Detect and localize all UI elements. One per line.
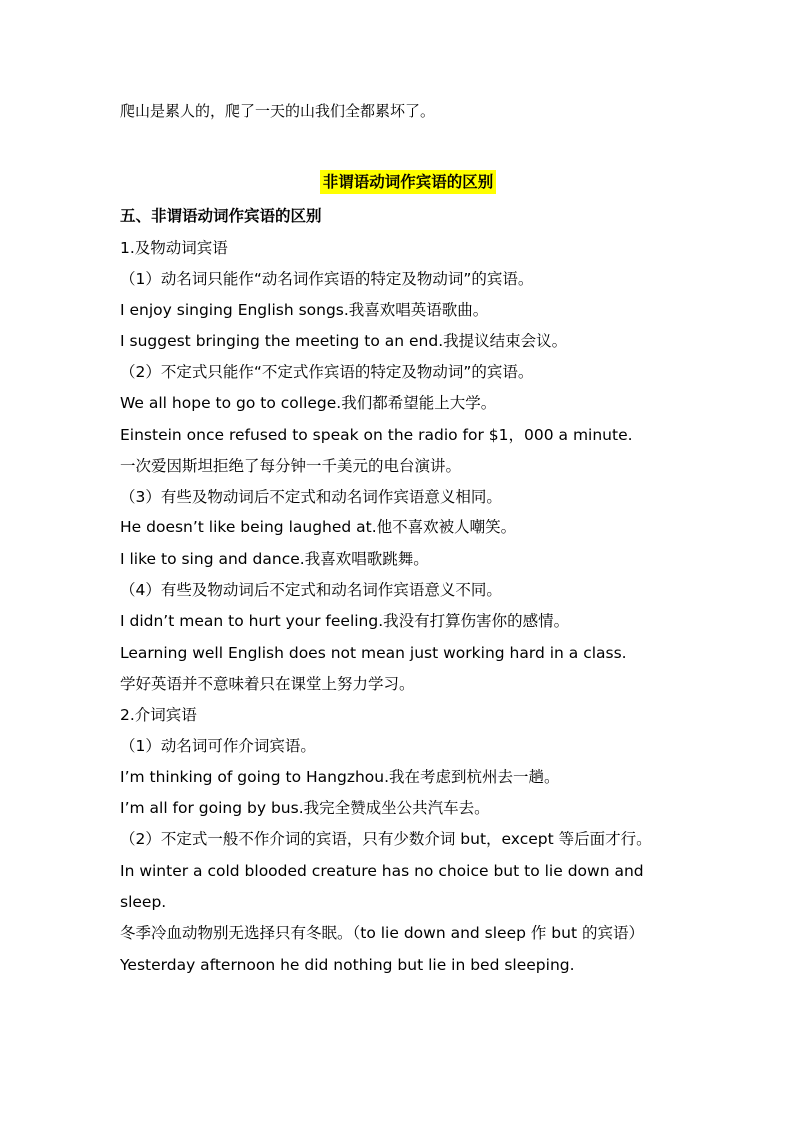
line-17: （1）动名词可作介词宾语。: [120, 737, 316, 755]
line-14: Learning well English does not mean just working hard in a class.: [120, 644, 627, 662]
line-18: I’m thinking of going to Hangzhou.我在考虑到杭州去一趟。: [120, 768, 560, 786]
line-3: I enjoy singing English songs.我喜欢唱英语歌曲。: [120, 301, 489, 319]
line-9: （3）有些及物动词后不定式和动名词作宾语意义相同。: [120, 488, 502, 506]
line-23: 冬季冷血动物别无选择只有冬眠。（to lie down and sleep 作 but 的宾语）: [120, 924, 644, 942]
line-2: （1）动名词只能作“动名词作宾语的特定及物动词”的宾语。: [120, 270, 534, 288]
line-12: （4）有些及物动词后不定式和动名词作宾语意义不同。: [120, 581, 502, 599]
line-24: Yesterday afternoon he did nothing but lie in bed sleeping.: [120, 956, 575, 974]
line-1: 1.及物动词宾语: [120, 239, 228, 257]
line-11: I like to sing and dance.我喜欢唱歌跳舞。: [120, 550, 429, 568]
line-21: In winter a cold blooded creature has no choice but to lie down and: [120, 862, 644, 880]
line-10: He doesn’t like being laughed at.他不喜欢被人嘲笑。: [120, 518, 517, 536]
intro-sentence: 爬山是累人的，爬了一天的山我们全都累坏了。: [120, 102, 436, 120]
section-heading: 五、非谓语动词作宾语的区别: [120, 207, 322, 225]
highlight-title: 非谓语动词作宾语的区别: [320, 170, 497, 194]
line-15: 学好英语并不意味着只在课堂上努力学习。: [120, 675, 415, 693]
line-19: I’m all for going by bus.我完全赞成坐公共汽车去。: [120, 799, 490, 817]
line-16: 2.介词宾语: [120, 706, 197, 724]
line-6: We all hope to go to college.我们都希望能上大学。: [120, 394, 497, 412]
highlight-title-row: [0, 170, 794, 194]
line-5: （2）不定式只能作“不定式作宾语的特定及物动词”的宾语。: [120, 363, 534, 381]
line-22: sleep.: [120, 893, 167, 911]
line-7: Einstein once refused to speak on the radio for $1，000 a minute.: [120, 426, 633, 444]
line-8: 一次爱因斯坦拒绝了每分钟一千美元的电台演讲。: [120, 457, 462, 475]
line-20: （2）不定式一般不作介词的宾语，只有少数介词 but，except 等后面才行。: [120, 830, 652, 848]
line-4: I suggest bringing the meeting to an end.我提议结束会议。: [120, 332, 568, 350]
line-13: I didn’t mean to hurt your feeling.我没有打算伤害你的感情。: [120, 612, 570, 630]
